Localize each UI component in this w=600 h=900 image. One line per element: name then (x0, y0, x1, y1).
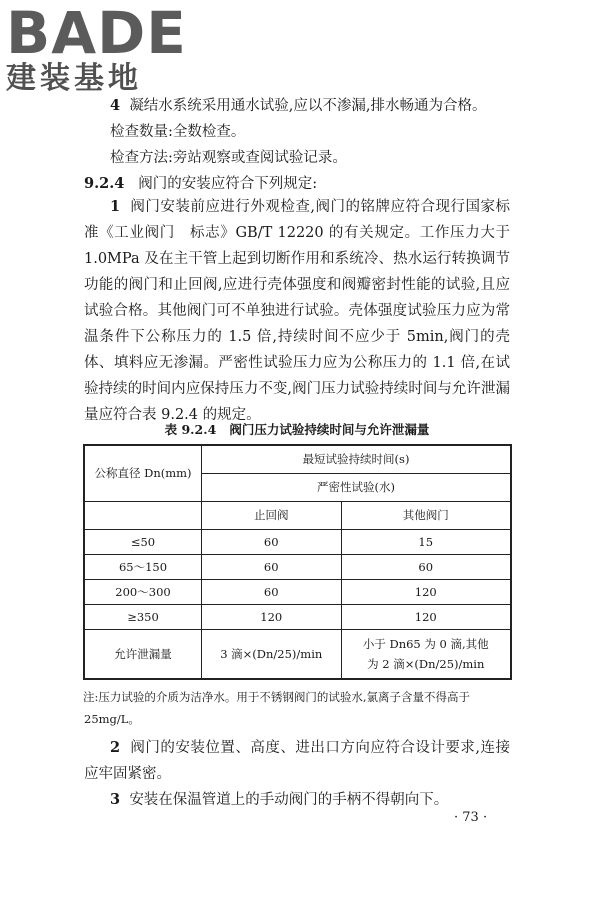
header-nominal-diameter: 公称直径 Dn(mm) (84, 445, 202, 501)
brand-logo (6, 0, 187, 96)
cell-check: 60 (202, 529, 342, 554)
table-row-leakage (84, 629, 511, 679)
page-number: · 73 · (454, 810, 488, 825)
table-row (84, 529, 511, 554)
header-check-valve: 止回阀 (202, 501, 342, 529)
logo-name: BADE (6, 0, 187, 67)
table-row (84, 579, 511, 604)
section-number: 9.2.4 (84, 175, 125, 192)
table-caption (84, 422, 510, 438)
item-4-number: 4 (110, 97, 121, 114)
table-caption-title: 阀门压力试验持续时间与允许泄漏量 (229, 422, 430, 437)
cell-check: 60 (202, 554, 342, 579)
cell-other: 120 (341, 604, 511, 629)
inspection-method: 检查方法:旁站观察或查阅试验记录。 (110, 150, 347, 166)
cell-leak-other (341, 629, 511, 679)
cell-leak-other-line2: 为 2 滴×(Dn/25)/min (367, 656, 485, 671)
cell-dn: 200～300 (84, 579, 202, 604)
cell-check: 60 (202, 579, 342, 604)
table-row (84, 604, 511, 629)
paragraph-3-number: 3 (110, 791, 121, 808)
cell-leak-label: 允许泄漏量 (84, 629, 202, 679)
paragraph-2 (84, 735, 510, 787)
cell-leak-other-line1: 小于 Dn65 为 0 滴,其他 (362, 636, 489, 651)
cell-check: 120 (202, 604, 342, 629)
header-other-valves: 其他阀门 (341, 501, 511, 529)
logo-subtitle: 建装基地 (6, 61, 142, 96)
header-min-duration: 最短试验持续时间(s) (202, 445, 512, 473)
section-title: 阀门的安装应符合下列规定: (138, 176, 318, 192)
cell-dn: ≤50 (84, 529, 202, 554)
item-4-text: 凝结水系统采用通水试验,应以不渗漏,排水畅通为合格。 (129, 98, 487, 114)
inspection-quantity: 检查数量:全数检查。 (110, 124, 246, 140)
valve-test-table (83, 444, 512, 680)
paragraph-1-text: 阀门安装前应进行外观检查,阀门的铭牌应符合现行国家标准《工业阀门 标志》GB/T 12220 的有关规定。工作压力大于1.0MPa 及在主干管上起到切断作用和系统冷、热水运行转换调节功能的阀门和止回阀,应进行壳体强度和阀瓣密封性能的试验,且应试验合格。其他阀门可不单独进行试验。壳体强度试验压力应为常温条件下公称压力的 1.5 倍,持续时间不应少于 5min,阀门的壳体、填料应无渗漏。严密性试验压力应为公称压力的 1.1 倍,在试验持续的时间内应保持压力不变,阀门压力试验持续时间与允许泄漏量应符合表 9.2.4 的规定。 (84, 199, 511, 423)
paragraph-2-number: 2 (110, 739, 121, 756)
paragraph-2-text: 阀门的安装位置、高度、进出口方向应符合设计要求,连接应牢固紧密。 (84, 740, 511, 782)
paragraph-1 (84, 194, 510, 428)
cell-other: 15 (341, 529, 511, 554)
table-caption-number: 表 9.2.4 (164, 422, 217, 437)
paragraph-3-text: 安装在保温管道上的手动阀门的手柄不得朝向下。 (129, 792, 449, 808)
header-tightness-test: 严密性试验(水) (202, 473, 512, 501)
table-row (84, 554, 511, 579)
cell-leak-check: 3 滴×(Dn/25)/min (202, 629, 342, 679)
item-4 (110, 96, 487, 116)
cell-dn: 65～150 (84, 554, 202, 579)
table-note: 注:压力试验的介质为洁净水。用于不锈钢阀门的试验水,氯离子含量不得高于25mg/L。 (83, 690, 471, 726)
section-heading (84, 174, 317, 194)
header-blank (84, 501, 202, 529)
cell-other: 60 (341, 554, 511, 579)
cell-dn: ≥350 (84, 604, 202, 629)
cell-other: 120 (341, 579, 511, 604)
paragraph-3 (84, 787, 510, 813)
paragraph-1-number: 1 (110, 198, 121, 215)
